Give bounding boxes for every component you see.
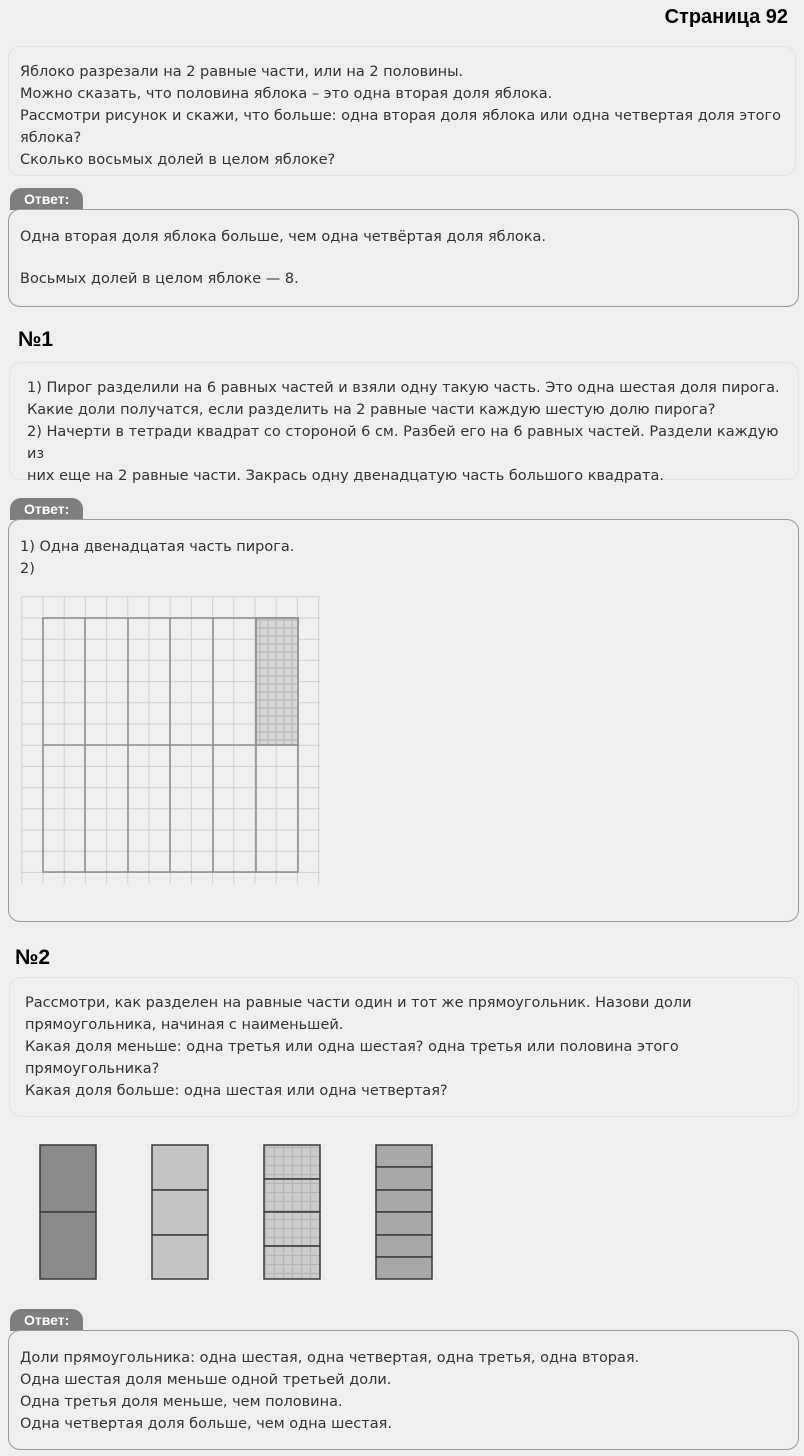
task2-line: Какая доля больше: одна шестая или одна четвертая? xyxy=(25,1083,448,1099)
task2-answer-line: Одна третья доля меньше, чем половина. xyxy=(20,1394,343,1410)
answer-badge: Ответ: xyxy=(10,498,83,520)
rectangle-halves xyxy=(40,1145,96,1279)
task2-line: Рассмотри, как разделен на равные части один и тот же прямоугольник. Назови доли xyxy=(25,995,692,1011)
intro-line: Рассмотри рисунок и скажи, что больше: одна вторая доля яблока или одна четвертая доля этого xyxy=(20,108,781,124)
rectangle-quarters xyxy=(264,1145,320,1279)
rectangle-sixths xyxy=(376,1145,432,1279)
task1-line: них еще на 2 равные части. Закрась одну двенадцатую часть большого квадрата. xyxy=(27,468,664,484)
task2-line: прямоугольника, начиная с наименьшей. xyxy=(25,1017,344,1033)
intro-line: Можно сказать, что половина яблока – это одна вторая доля яблока. xyxy=(20,86,553,102)
rectangle-thirds xyxy=(152,1145,208,1279)
intro-line: яблока? xyxy=(20,130,82,146)
task2-line: Какая доля меньше: одна третья или одна шестая? одна третья или половина этого xyxy=(25,1039,679,1055)
intro-line: Сколько восьмых долей в целом яблоке? xyxy=(20,152,336,168)
task1-line: 1) Пирог разделили на 6 равных частей и взяли одну такую часть. Это одна шестая доля пирога. xyxy=(27,380,780,396)
task2-answer-line: Одна шестая доля меньше одной третьей доли. xyxy=(20,1372,392,1388)
task2-heading: №2 xyxy=(15,946,51,969)
task1-answer-line: 2) xyxy=(20,561,35,577)
intro-answer-line: Одна вторая доля яблока больше, чем одна четвёртая доля яблока. xyxy=(20,229,547,245)
intro-answer-line: Восьмых долей в целом яблоке — 8. xyxy=(20,271,299,287)
task2-line: прямоугольника? xyxy=(25,1061,160,1077)
task1-line: Какие доли получатся, если разделить на 2 равные части каждую шестую долю пирога? xyxy=(27,402,716,418)
task2-answer-box xyxy=(8,1330,799,1450)
page-number: Страница 92 xyxy=(664,6,788,28)
task2-answer-line: Доли прямоугольника: одна шестая, одна четвертая, одна третья, одна вторая. xyxy=(20,1350,640,1366)
answer-badge: Ответ: xyxy=(10,1309,83,1331)
task1-answer-line: 1) Одна двенадцатая часть пирога. xyxy=(20,539,295,555)
intro-line: Яблоко разрезали на 2 равные части, или на 2 половины. xyxy=(20,64,464,80)
task1-line: 2) Начерти в тетради квадрат со стороной 6 см. Разбей его на 6 равных частей. Раздели каждую из xyxy=(27,424,779,462)
answer-badge: Ответ: xyxy=(10,188,83,210)
task2-answer-line: Одна четвертая доля больше, чем одна шестая. xyxy=(20,1416,392,1432)
task1-heading: №1 xyxy=(18,328,54,351)
